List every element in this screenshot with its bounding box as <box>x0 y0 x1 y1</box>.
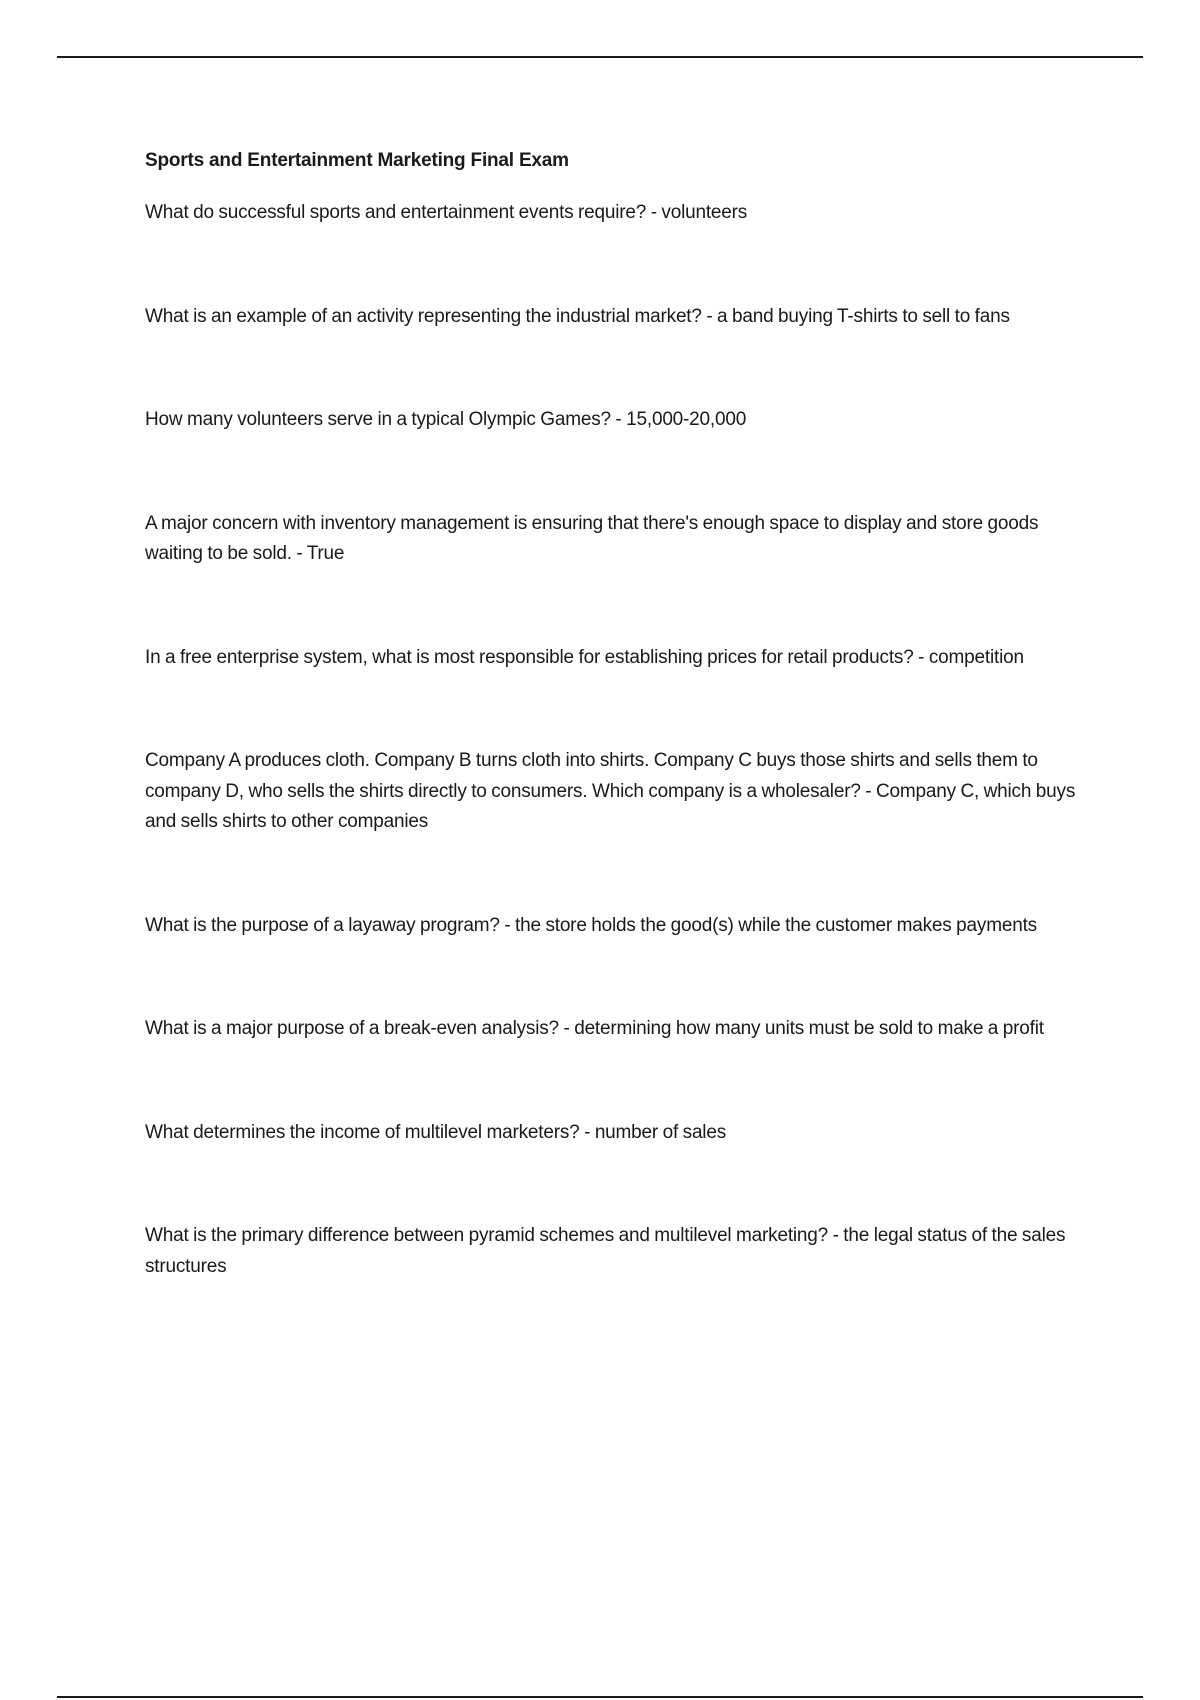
question-answer-6: Company A produces cloth. Company B turns cloth into shirts. Company C buys those shirts and sells them to company D, who sells the shirts directly to consumers. Which company is a wholesaler? - Company C, which buys and sells shirts to other companies <box>145 750 1076 832</box>
header-rule <box>57 56 1143 58</box>
question-answer-2: What is an example of an activity representing the industrial market? - a band buying T-shirts to sell to fans <box>145 305 1010 327</box>
document-title: Sports and Entertainment Marketing Final Exam <box>145 150 569 171</box>
question-answer-3: How many volunteers serve in a typical Olympic Games? - 15,000-20,000 <box>145 409 747 430</box>
question-answer-10: What is the primary difference between pyramid schemes and multilevel marketing? - the legal status of the sales structures <box>145 1225 1066 1277</box>
question-answer-8: What is a major purpose of a break-even analysis? - determining how many units must be sold to make a profit <box>145 1018 1044 1039</box>
question-answer-1: What do successful sports and entertainment events require? - volunteers <box>145 202 748 223</box>
question-answer-4: A major concern with inventory management is ensuring that there's enough space to display and store goods waiting to be sold. - True <box>145 512 1039 564</box>
footer-rule <box>57 1696 1143 1698</box>
document-body <box>145 146 1100 1282</box>
question-answer-5: In a free enterprise system, what is most responsible for establishing prices for retail products? - competition <box>145 646 1024 668</box>
question-answer-9: What determines the income of multilevel marketers? - number of sales <box>145 1121 726 1143</box>
question-answer-7: What is the purpose of a layaway program? - the store holds the good(s) while the customer makes payments <box>145 914 1037 936</box>
